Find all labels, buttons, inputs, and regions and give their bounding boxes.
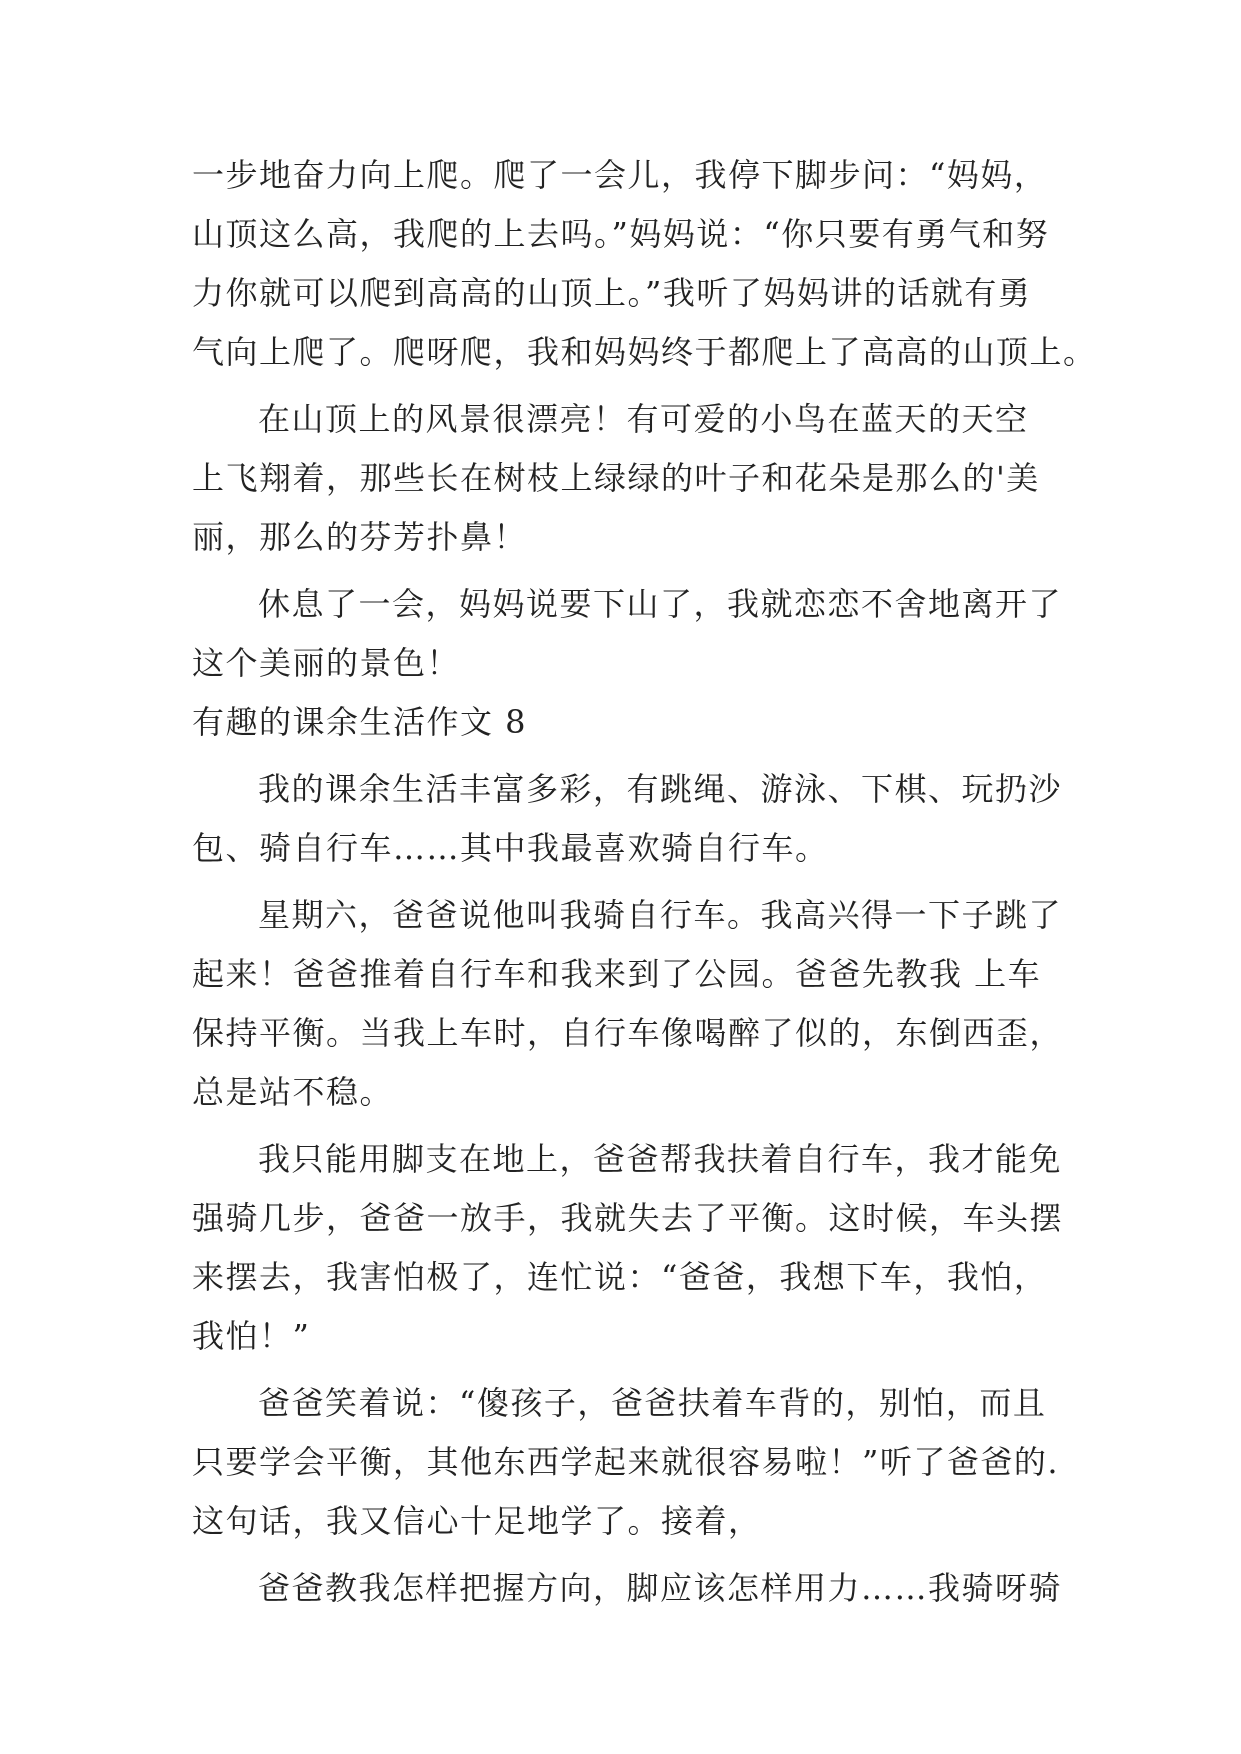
text-line: 休息了一会，妈妈说要下山了，我就恋恋不舍地离开了 — [258, 585, 1063, 623]
text-line: 在山顶上的风景很漂亮！有可爱的小鸟在蓝天的天空 — [258, 400, 1029, 438]
text-line: 总是站不稳。 — [192, 1073, 394, 1111]
text-line: 我的课余生活丰富多彩，有跳绳、游泳、下棋、玩扔沙 — [258, 770, 1063, 808]
text-line: 一步地奋力向上爬。爬了一会儿，我停下脚步问：“妈妈， — [192, 156, 1048, 194]
text-line: 这个美丽的景色！ — [192, 644, 461, 682]
text-line: 丽，那么的芬芳扑鼻！ — [192, 518, 528, 556]
text-line: 强骑几步，爸爸一放手，我就失去了平衡。这时候，车头摆 — [192, 1199, 1064, 1237]
text-line: 来摆去，我害怕极了，连忙说：“爸爸，我想下车，我怕， — [192, 1258, 1048, 1296]
text-line: 力你就可以爬到高高的山顶上。”我听了妈妈讲的话就有勇 — [192, 274, 1032, 312]
text-line: 我只能用脚支在地上，爸爸帮我扶着自行车，我才能免 — [258, 1140, 1063, 1178]
text-line: 上飞翔着，那些长在树枝上绿绿的叶子和花朵是那么的'美 — [192, 459, 1040, 497]
text-line: 星期六，爸爸说他叫我骑自行车。我高兴得一下子跳了 — [258, 896, 1063, 934]
text-line: 气向上爬了。爬呀爬，我和妈妈终于都爬上了高高的山顶上。 — [192, 333, 1097, 371]
text-line: 爸爸笑着说：“傻孩子，爸爸扶着车背的，别怕，而且 — [258, 1384, 1047, 1422]
text-line: 爸爸教我怎样把握方向，脚应该怎样用力……我骑呀骑 — [258, 1569, 1063, 1607]
text-line: 山顶这么高，我爬的上去吗。”妈妈说：“你只要有勇气和努 — [192, 215, 1050, 253]
text-line: 我怕！” — [192, 1317, 311, 1355]
text-line: 只要学会平衡，其他东西学起来就很容易啦！”听了爸爸的. — [192, 1443, 1060, 1481]
text-line: 起来！爸爸推着自行车和我来到了公园。爸爸先教我 上车 — [192, 955, 1042, 993]
section-heading: 有趣的课余生活作文 8 — [192, 703, 528, 741]
text-line: 这句话，我又信心十足地学了。接着， — [192, 1502, 762, 1540]
text-line: 保持平衡。当我上车时，自行车像喝醉了似的，东倒西歪， — [192, 1014, 1064, 1052]
text-line: 包、骑自行车……其中我最喜欢骑自行车。 — [192, 829, 829, 867]
